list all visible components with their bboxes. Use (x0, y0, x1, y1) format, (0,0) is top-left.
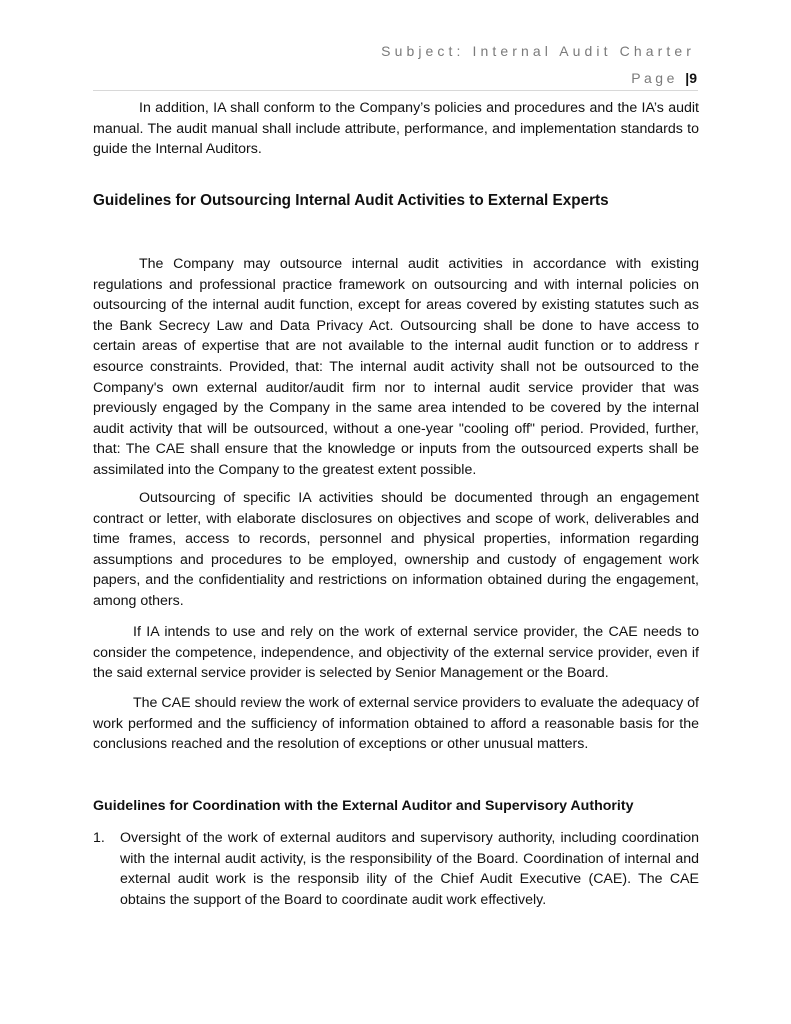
paragraph-text: The CAE should review the work of external service providers to evaluate the adequacy of work performed and the sufficiency of information obtained to afford a reasonable basis for the conclusions reached and the resolution of exceptions or other unusual matters. (93, 695, 699, 753)
paragraph-text: In addition, IA shall conform to the Company’s policies and procedures and the IA’s audit manual. The audit manual shall include attribute, performance, and implementation standards to guide the Internal Auditors. (93, 100, 699, 158)
header-divider (93, 90, 698, 91)
list-text: Oversight of the work of external auditors and supervisory authority, including coordination with the internal audit activity, is the responsibility of the Board. Coordination of internal and external audit work is the responsib ility of the Chief Audit Executive (CAE). The CAE obtains the support of the Board to coordinate audit work effectively. (120, 830, 699, 908)
paragraph-text: If IA intends to use and rely on the work of external service provider, the CAE needs to consider the competence, independence, and objectivity of the external service provider, even if the said external service provider is selected by Senior Management or the Board. (93, 624, 699, 682)
paragraph-text: Outsourcing of specific IA activities should be documented through an engagement contract or letter, with elaborate disclosures on objectives and scope of work, deliverables and time frames, access to records, personnel and physical properties, information regarding assumptions and procedures to be employed, ownership and custody of engagement work papers, and the confidentiality and restrictions on information obtained during the engagement, among others. (93, 490, 699, 609)
paragraph-outsourcing-policy (93, 254, 699, 481)
paragraph-engagement-contract (93, 488, 699, 612)
page-number: 9 (689, 70, 697, 86)
page-label: Page (631, 70, 678, 86)
paragraph-external-provider (93, 622, 699, 684)
heading-outsourcing: Guidelines for Outsourcing Internal Audit Activities to External Experts (93, 192, 609, 209)
paragraph-cae-review (93, 693, 699, 755)
paragraph-text: The Company may outsource internal audit activities in accordance with existing regulations and professional practice framework on outsourcing and with internal policies on outsourcing of the internal audit function, except for areas covered by existing statutes such as the Bank Secrecy Law and Data Privacy Act. Outsourcing shall be done to have access to certain areas of expertise that are not available to the internal audit function or to address r esource constraints. Provided, that: The internal audit activity shall not be outsourced to the Company's own external auditor/audit firm nor to internal audit service provider that was previously engaged by the Company in the same area intended to be covered by the internal audit activity that will be outsourced, without a one-year "cooling off" period. Provided, further, that: The CAE shall ensure that the knowledge or inputs from the outsourced experts shall be assimilated into the Company to the greatest extent possible. (93, 256, 699, 478)
page-separator: | (685, 70, 690, 86)
list-number: 1. (93, 830, 105, 846)
header-subject: Subject: Internal Audit Charter (381, 43, 695, 59)
heading-coordination: Guidelines for Coordination with the External Auditor and Supervisory Authority (93, 798, 634, 814)
list-item (93, 828, 699, 910)
header-page-number (631, 70, 697, 86)
paragraph-conformance (93, 98, 699, 160)
